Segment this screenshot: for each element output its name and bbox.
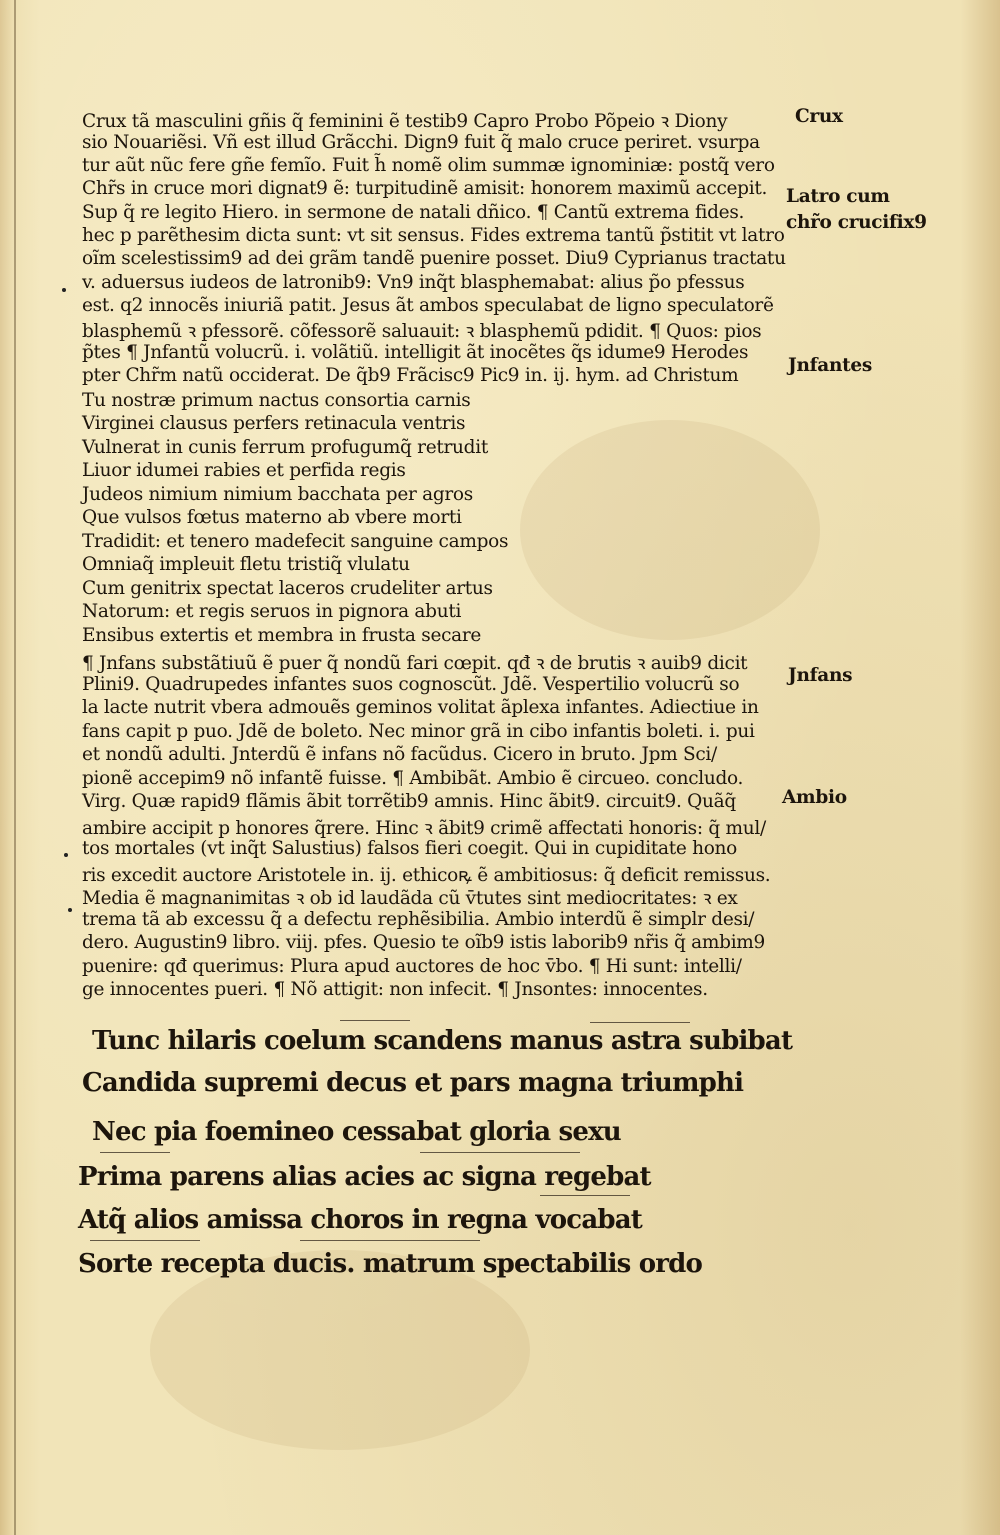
margin-dot [62,288,66,292]
handwritten-mark [540,1195,630,1197]
large-verse-line: Sorte recepta ducis. matrum spectabilis ordo [78,1249,703,1279]
verse-line: Virginei clausus perfers retinacula ventris [82,413,466,434]
text-line: et nondũ adulti. Jnterdũ ẽ infans nõ facũdus. Cicero in bruto. Jpm Sci/ [82,744,717,765]
margin-note: Ambio [782,787,847,808]
text-line: Chr̃s in cruce mori dignat9 ẽ: turpitudinẽ amisit: honorem maximũ accepit. [82,178,768,199]
verse-line: Judeos nimium nimium bacchata per agros [82,484,473,505]
handwritten-mark [100,1152,170,1154]
text-line: ¶ Jnfans substãtiuũ ẽ puer q̃ nondũ fari cœpit. qđ ꝛ de brutis ꝛ auib9 dicit [82,653,748,674]
verse-line: Ensibus extertis et membra in frusta secare [82,625,482,646]
verse-line: Liuor idumei rabies et perfida regis [82,460,406,481]
verse-line: Tu nostræ primum nactus consortia carnis [82,390,471,411]
text-line: la lacte nutrit vbera admouẽs geminos volitat ãplexa infantes. Adiectiue in [82,697,759,718]
margin-note: Latro cum [786,186,890,207]
text-line: Virg. Quæ rapid9 flãmis ãbit torrẽtib9 amnis. Hinc ãbit9. circuit9. Quãq̃ [82,791,736,812]
text-line: dero. Augustin9 libro. viij. pfes. Quesio te oĩb9 istis laborib9 nr̃is q̃ ambim9 [82,932,766,953]
verse-line: Natorum: et regis seruos in pignora abuti [82,601,462,622]
handwritten-mark [420,1152,580,1154]
text-line: v. aduersus iudeos de latronib9: Vn9 inq̃t blasphemabat: alius p̃o pfessus [82,272,745,293]
text-line: ambire accipit p honores q̃rere. Hinc ꝛ ãbit9 crimẽ affectati honoris: q̃ mul/ [82,818,766,839]
large-verse-line: Nec pia foemineo cessabat gloria sexu [92,1117,621,1147]
handwritten-mark [340,1020,410,1022]
binding-gutter [14,0,16,1535]
text-line: trema tã ab excessu q̃ a defectu rephẽsibilia. Ambio interdũ ẽ simplr desi/ [82,909,755,930]
text-line: ge innocentes pueri. ¶ Nõ attigit: non infecit. ¶ Jnsontes: innocentes. [82,979,708,1000]
large-verse-line: Atq̃ alios amissa choros in regna vocabat [78,1205,643,1235]
handwritten-mark [300,1240,480,1242]
verse-line: Que vulsos fœtus materno ab vbere morti [82,507,462,528]
paper-stain [150,1250,530,1450]
text-line: sio Nouariẽsi. Vñ est illud Grãcchi. Dign9 fuit q̃ malo cruce periret. vsurpa [82,132,760,153]
large-verse-line: Prima parens alias acies ac signa regebat [78,1162,651,1192]
handwritten-mark [590,1022,690,1024]
verse-line: Tradidit: et tenero madefecit sanguine campos [82,531,509,552]
text-line: pionẽ accepim9 nõ infantẽ fuisse. ¶ Ambibãt. Ambio ẽ circueo. concludo. [82,768,744,789]
text-line: hec p parẽthesim dicta sunt: vt sit sensus. Fides extrema tantũ p̃stitit vt latro [82,225,785,246]
text-line: tur aũt nũc fere gñe femĩo. Fuit h̃ nomẽ olim summæ ignominiæ: postq̃ vero [82,155,775,176]
handwritten-mark [90,1240,200,1242]
text-line: est. q2 innocẽs iniuriã patit. Jesus ãt ambos speculabat de ligno speculatorẽ [82,295,774,316]
text-line: fans capit p puo. Jdẽ de boleto. Nec minor grã in cibo infantis boleti. i. pui [82,721,755,742]
verse-line: Omniaq̃ impleuit fletu tristiq̃ vlulatu [82,554,410,575]
text-line: oĩm scelestissim9 ad dei grãm tandẽ puenire posset. Diu9 Cyprianus tractatu [82,248,786,269]
text-line: puenire: qđ querimus: Plura apud auctores de hoc v̄bo. ¶ Hi sunt: intelli/ [82,956,742,977]
margin-note: Crux [795,106,843,127]
text-line: pter Chr̃m natũ occiderat. De q̃b9 Frãcisc9 Pic9 in. ij. hym. ad Christum [82,365,739,386]
margin-dot [64,853,68,857]
text-line: Plini9. Quadrupedes infantes suos cognoscũt. Jdẽ. Vespertilio volucrũ so [82,674,740,695]
verse-line: Vulnerat in cunis ferrum profugumq̃ retrudit [82,437,488,458]
text-line: Media ẽ magnanimitas ꝛ ob id laudãda cũ v̄tutes sint mediocritates: ꝛ ex [82,888,738,909]
verse-line: Cum genitrix spectat laceros crudeliter artus [82,578,493,599]
paper-stain [520,420,820,640]
text-line: ris excedit auctore Aristotele in. ij. ethicoꝶ ẽ ambitiosus: q̃ deficit remissus. [82,865,771,886]
text-line: Crux tã masculini gñis q̃ feminini ẽ testib9 Capro Probo Põpeio ꝛ Diony [82,111,728,132]
text-line: p̃tes ¶ Jnfantũ volucrũ. i. volãtiũ. intelligit ãt inocẽtes q̃s idume9 Herodes [82,342,749,363]
text-line: Sup q̃ re legito Hiero. in sermone de natali dñico. ¶ Cantũ extrema fides. [82,202,745,223]
large-verse-line: Candida supremi decus et pars magna triumphi [82,1068,744,1098]
text-line: tos mortales (vt inq̃t Salustius) falsos fieri coegit. Qui in cupiditate hono [82,838,738,859]
margin-dot [68,908,72,912]
large-verse-line: Tunc hilaris coelum scandens manus astra subibat [92,1026,793,1056]
margin-note: chr̃o crucifix9 [786,212,927,233]
margin-note: Jnfans [788,665,853,686]
margin-note: Jnfantes [788,355,872,376]
text-line: blasphemũ ꝛ pfessorẽ. cõfessorẽ saluauit: ꝛ blasphemũ pdidit. ¶ Quos: pios [82,321,762,342]
